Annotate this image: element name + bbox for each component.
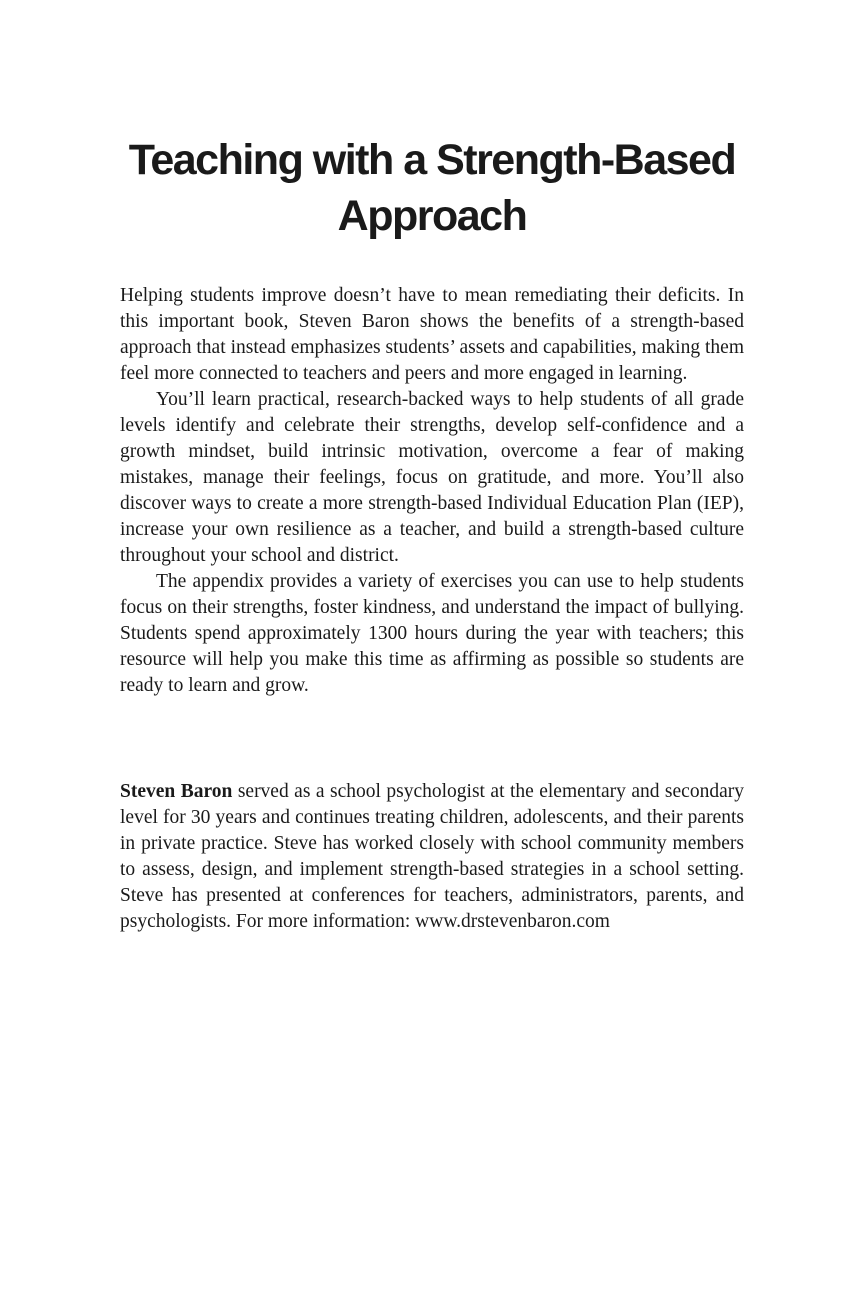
book-title-line-1: Teaching with a Strength-Based [128,136,736,184]
description-paragraph-1: Helping students improve doesn’t have to mean remediating their deficits. In this important book, Steven Baron shows the benefits of a strength-based approach that instead emphasizes students’ assets and capabilities, making them feel more connected to teachers and peers and more engaged in learning. [120,285,744,384]
book-description [120,283,744,699]
book-title [120,132,744,244]
book-title-line-2: Approach [337,192,527,240]
author-bio-text: served as a school psychologist at the elementary and secondary level for 30 years and continues treating children, adolescents, and their parents in private practice. Steve has worked closely with school community members to assess, design, and implement strength-based strategies in a school setting. Steve has presented at conferences for teachers, administrators, parents, and psychologists. For more information: www.drstevenbaron.com [120,781,744,932]
description-paragraph-2: You’ll learn practical, research-backed ways to help students of all grade levels identify and celebrate their strengths, develop self-confidence and a growth mindset, build intrinsic motivation, overcome a fear of making mistakes, manage their feelings, focus on gratitude, and more. You’ll also discover ways to create a more strength-based Individual Education Plan (IEP), increase your own resilience as a teacher, and build a strength-based culture throughout your school and district. [120,389,744,566]
description-paragraph-3: The appendix provides a variety of exercises you can use to help students focus on their strengths, foster kindness, and understand the impact of bullying. Students spend approximately 1300 hours during the year with teachers; this resource will help you make this time as affirming as possible so students are ready to learn and grow. [120,571,744,696]
author-bio [120,779,744,935]
author-name: Steven Baron [120,781,233,802]
